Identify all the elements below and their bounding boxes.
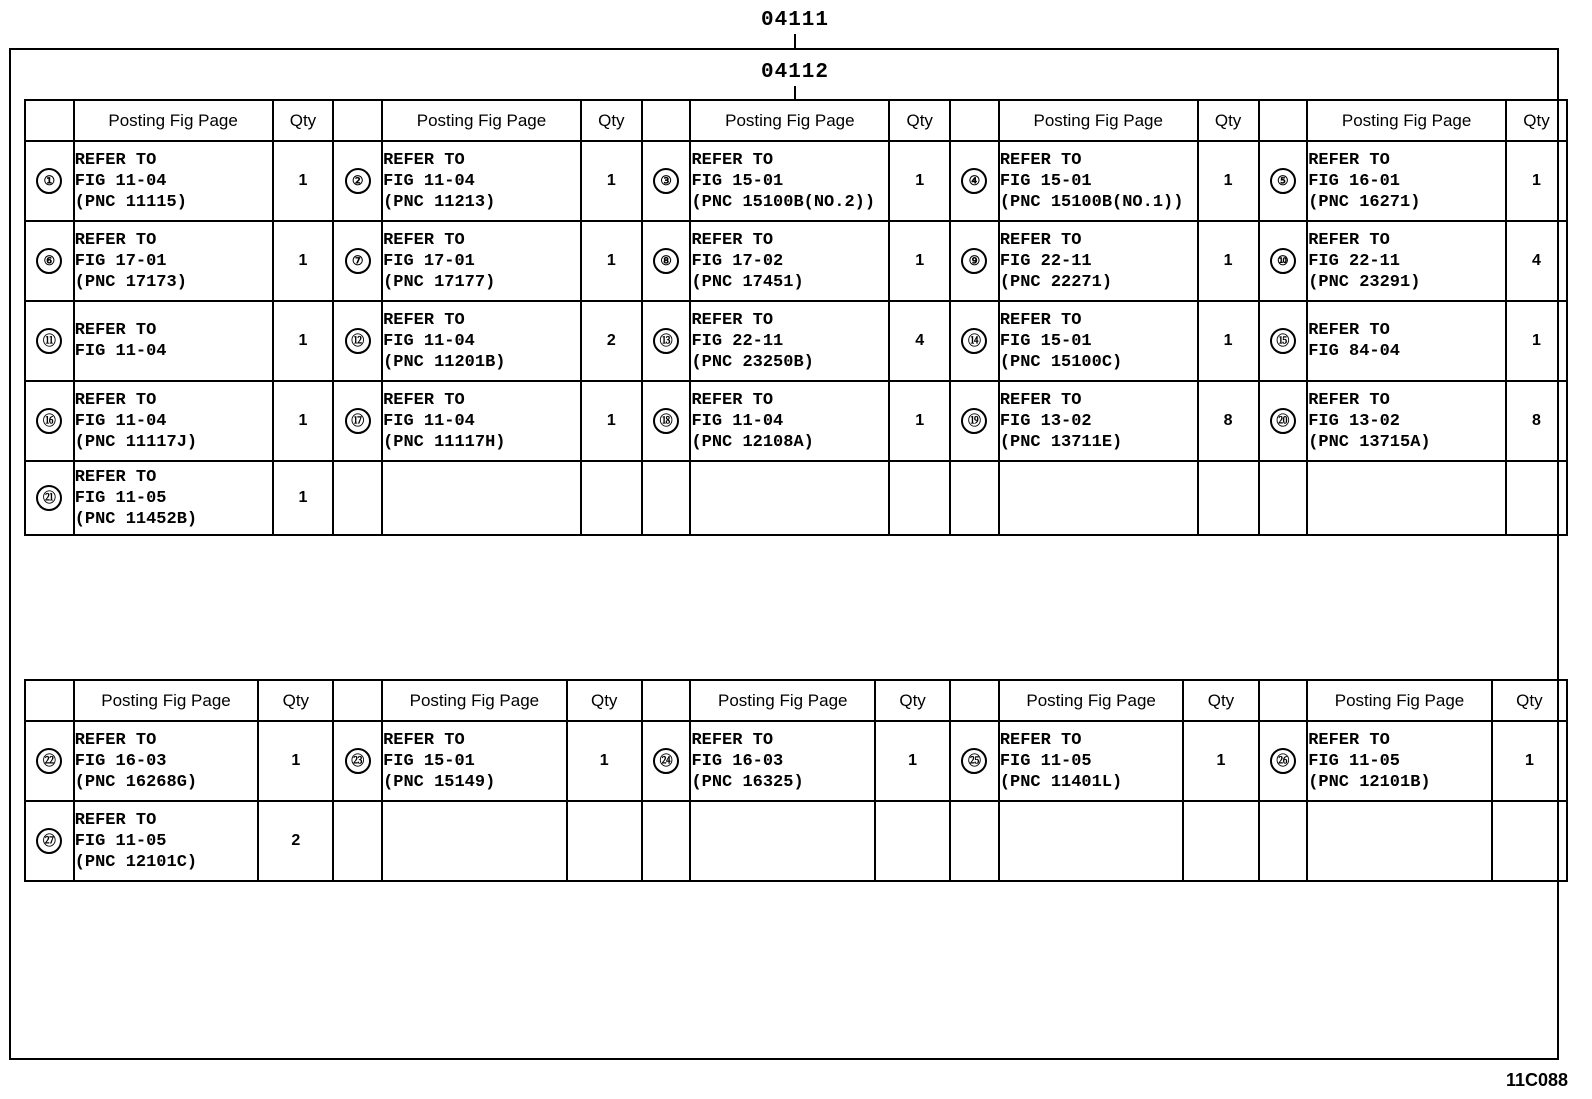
fig-reference-line: FIG 15-01 bbox=[999, 331, 1092, 351]
item-number-cell bbox=[1259, 381, 1308, 461]
fig-reference-line: FIG 15-01 bbox=[691, 171, 784, 191]
fig-reference-line: REFER TO bbox=[383, 730, 465, 750]
table-row bbox=[25, 381, 1567, 461]
qty-cell: 1 bbox=[1506, 141, 1567, 221]
fig-reference-line: REFER TO bbox=[1308, 390, 1390, 410]
item-number: ㉓ bbox=[345, 748, 371, 774]
header-qty-label: Qty bbox=[567, 680, 642, 721]
item-number: ⑨ bbox=[961, 248, 987, 274]
header-num-cell bbox=[642, 680, 691, 721]
item-number-cell bbox=[25, 381, 74, 461]
posting-fig-cell bbox=[1307, 301, 1506, 381]
fig-reference-line: REFER TO bbox=[1308, 150, 1390, 170]
header-qty-label: Qty bbox=[889, 100, 950, 141]
item-number-cell bbox=[333, 801, 382, 881]
item-number-cell bbox=[25, 301, 74, 381]
item-number-cell bbox=[950, 301, 999, 381]
header-fig-label: Posting Fig Page bbox=[999, 680, 1184, 721]
item-number: ⑥ bbox=[36, 248, 62, 274]
item-number-cell bbox=[642, 801, 691, 881]
qty-cell: 1 bbox=[1506, 301, 1567, 381]
item-number-cell bbox=[642, 141, 691, 221]
item-number-cell bbox=[25, 461, 74, 535]
fig-reference-line: (PNC 16271) bbox=[1308, 192, 1421, 212]
item-number-cell bbox=[333, 461, 382, 535]
item-number-cell bbox=[642, 301, 691, 381]
item-number: ㉖ bbox=[1270, 748, 1296, 774]
table-row bbox=[25, 141, 1567, 221]
item-number: ⑬ bbox=[653, 328, 679, 354]
posting-fig-cell bbox=[382, 221, 581, 301]
fig-reference-line: (PNC 17177) bbox=[383, 272, 496, 292]
posting-fig-cell bbox=[1307, 721, 1492, 801]
item-number: ⑳ bbox=[1270, 408, 1296, 434]
item-number-cell bbox=[25, 141, 74, 221]
fig-reference-line: (PNC 23291) bbox=[1308, 272, 1421, 292]
item-number-cell bbox=[333, 381, 382, 461]
posting-fig-cell bbox=[1307, 141, 1506, 221]
fig-reference-line: (PNC 12101C) bbox=[74, 852, 198, 872]
posting-fig-cell bbox=[74, 221, 273, 301]
fig-reference-line: REFER TO bbox=[999, 390, 1082, 410]
header-qty-label: Qty bbox=[581, 100, 642, 141]
fig-reference-line: REFER TO bbox=[383, 310, 465, 330]
fig-reference-line: FIG 22-11 bbox=[999, 251, 1092, 271]
fig-reference-line: FIG 11-04 bbox=[691, 411, 784, 431]
header-qty-label: Qty bbox=[1492, 680, 1567, 721]
item-number: ⑰ bbox=[345, 408, 371, 434]
item-number: ㉑ bbox=[36, 485, 62, 511]
parts-table-lower bbox=[24, 679, 1568, 882]
item-number: ⑱ bbox=[653, 408, 679, 434]
qty-cell: 8 bbox=[1198, 381, 1259, 461]
qty-cell: 1 bbox=[875, 721, 950, 801]
posting-fig-cell bbox=[74, 721, 259, 801]
fig-reference-line: REFER TO bbox=[691, 730, 774, 750]
header-row bbox=[25, 680, 1567, 721]
ref-04111: 04111 bbox=[760, 9, 829, 32]
header-num-cell bbox=[25, 680, 74, 721]
item-number: ④ bbox=[961, 168, 987, 194]
item-number-cell bbox=[333, 221, 382, 301]
header-fig-label: Posting Fig Page bbox=[1307, 100, 1506, 141]
item-number-cell bbox=[1259, 301, 1308, 381]
fig-reference-line: FIG 11-04 bbox=[74, 342, 167, 361]
item-number: ㉔ bbox=[653, 748, 679, 774]
fig-reference-line: REFER TO bbox=[74, 230, 157, 250]
header-num-cell bbox=[333, 100, 382, 141]
item-number-cell bbox=[333, 301, 382, 381]
posting-fig-cell bbox=[74, 801, 259, 881]
fig-reference-line: REFER TO bbox=[74, 467, 157, 487]
fig-reference-line: (PNC 15100B(NO.2)) bbox=[691, 192, 876, 212]
header-num-cell bbox=[950, 100, 999, 141]
fig-reference-line: FIG 11-05 bbox=[74, 488, 167, 508]
qty-cell bbox=[1506, 461, 1567, 535]
ref-04112-leader bbox=[794, 86, 796, 100]
fig-reference-line: REFER TO bbox=[691, 390, 774, 410]
fig-reference-line: (PNC 23250B) bbox=[691, 352, 814, 372]
posting-fig-cell bbox=[1307, 381, 1506, 461]
header-num-cell bbox=[1259, 100, 1308, 141]
qty-cell bbox=[567, 801, 642, 881]
fig-reference-line: REFER TO bbox=[691, 230, 774, 250]
qty-cell bbox=[1492, 801, 1567, 881]
header-num-cell bbox=[25, 100, 74, 141]
fig-reference-line: (PNC 15149) bbox=[383, 772, 496, 792]
qty-cell: 1 bbox=[1183, 721, 1258, 801]
posting-fig-cell bbox=[690, 461, 889, 535]
fig-reference-line: FIG 17-01 bbox=[74, 251, 167, 271]
posting-fig-cell bbox=[382, 721, 567, 801]
posting-fig-cell bbox=[999, 801, 1184, 881]
qty-cell: 2 bbox=[581, 301, 642, 381]
qty-cell: 1 bbox=[581, 381, 642, 461]
item-number: ⑪ bbox=[36, 328, 62, 354]
posting-fig-cell bbox=[382, 301, 581, 381]
qty-cell bbox=[875, 801, 950, 881]
qty-cell: 2 bbox=[258, 801, 333, 881]
parts-table-upper bbox=[24, 99, 1568, 536]
fig-reference-line: FIG 16-01 bbox=[1308, 171, 1401, 191]
fig-reference-line: (PNC 11117J) bbox=[74, 432, 198, 452]
fig-reference-line: FIG 22-11 bbox=[1308, 251, 1401, 271]
fig-reference-line: REFER TO bbox=[1308, 730, 1390, 750]
fig-reference-line: FIG 22-11 bbox=[691, 331, 784, 351]
table-row bbox=[25, 721, 1567, 801]
header-num-cell bbox=[1259, 680, 1308, 721]
item-number: ⑲ bbox=[961, 408, 987, 434]
qty-cell bbox=[1198, 461, 1259, 535]
fig-reference-line: FIG 13-02 bbox=[999, 411, 1092, 431]
fig-reference-line: REFER TO bbox=[383, 150, 465, 170]
posting-fig-cell bbox=[382, 381, 581, 461]
qty-cell: 1 bbox=[273, 381, 334, 461]
posting-fig-cell bbox=[999, 141, 1198, 221]
item-number-cell bbox=[642, 721, 691, 801]
ref-04111-leader bbox=[794, 34, 796, 49]
qty-cell: 1 bbox=[889, 141, 950, 221]
item-number: ⑤ bbox=[1270, 168, 1296, 194]
item-number-cell bbox=[333, 141, 382, 221]
item-number-cell bbox=[1259, 721, 1308, 801]
item-number-cell bbox=[1259, 221, 1308, 301]
qty-cell: 4 bbox=[889, 301, 950, 381]
item-number-cell bbox=[950, 461, 999, 535]
table-row bbox=[25, 301, 1567, 381]
qty-cell: 1 bbox=[889, 381, 950, 461]
qty-cell: 1 bbox=[1198, 301, 1259, 381]
header-fig-label: Posting Fig Page bbox=[74, 680, 259, 721]
item-number-cell bbox=[25, 721, 74, 801]
qty-cell: 1 bbox=[273, 141, 334, 221]
item-number: ㉒ bbox=[36, 748, 62, 774]
fig-reference-line: FIG 11-05 bbox=[74, 831, 167, 851]
posting-fig-cell bbox=[74, 301, 273, 381]
fig-reference-line: (PNC 11401L) bbox=[999, 772, 1123, 792]
fig-reference-line: (PNC 15100B(NO.1)) bbox=[999, 192, 1184, 212]
fig-reference-line: FIG 15-01 bbox=[999, 171, 1092, 191]
posting-fig-cell bbox=[690, 721, 875, 801]
item-number-cell bbox=[950, 721, 999, 801]
posting-fig-cell bbox=[999, 301, 1198, 381]
posting-fig-cell bbox=[690, 221, 889, 301]
fig-reference-line: (PNC 11115) bbox=[74, 192, 187, 212]
fig-reference-line: (PNC 13715A) bbox=[1308, 432, 1431, 452]
posting-fig-cell bbox=[1307, 221, 1506, 301]
header-fig-label: Posting Fig Page bbox=[690, 100, 889, 141]
posting-fig-cell bbox=[690, 301, 889, 381]
qty-cell bbox=[889, 461, 950, 535]
fig-reference-line: REFER TO bbox=[383, 390, 465, 410]
header-row bbox=[25, 100, 1567, 141]
fig-reference-line: FIG 11-04 bbox=[383, 171, 475, 191]
item-number: ③ bbox=[653, 168, 679, 194]
fig-reference-line: (PNC 11117H) bbox=[383, 432, 506, 452]
item-number-cell bbox=[642, 381, 691, 461]
item-number: ㉗ bbox=[36, 828, 62, 854]
fig-reference-line: (PNC 11452B) bbox=[74, 509, 198, 529]
item-number-cell bbox=[642, 461, 691, 535]
fig-reference-line: FIG 17-02 bbox=[691, 251, 784, 271]
header-qty-label: Qty bbox=[1506, 100, 1567, 141]
ref-04112: 04112 bbox=[760, 61, 829, 84]
fig-reference-line: REFER TO bbox=[999, 230, 1082, 250]
item-number: ⑩ bbox=[1270, 248, 1296, 274]
fig-reference-line: (PNC 11213) bbox=[383, 192, 496, 212]
header-fig-label: Posting Fig Page bbox=[74, 100, 273, 141]
qty-cell: 1 bbox=[1198, 141, 1259, 221]
item-number-cell bbox=[1259, 141, 1308, 221]
item-number: ① bbox=[36, 168, 62, 194]
fig-reference-line: FIG 16-03 bbox=[691, 751, 784, 771]
posting-fig-cell bbox=[999, 221, 1198, 301]
fig-reference-line: (PNC 16325) bbox=[691, 772, 804, 792]
fig-reference-line: REFER TO bbox=[691, 150, 774, 170]
posting-fig-cell bbox=[1307, 461, 1506, 535]
header-fig-label: Posting Fig Page bbox=[382, 680, 567, 721]
fig-reference-line: FIG 11-04 bbox=[74, 171, 167, 191]
fig-reference-line: (PNC 22271) bbox=[999, 272, 1113, 292]
table-row bbox=[25, 221, 1567, 301]
posting-fig-cell bbox=[690, 381, 889, 461]
fig-reference-line: REFER TO bbox=[999, 150, 1082, 170]
fig-reference-line: FIG 11-04 bbox=[383, 411, 475, 431]
header-qty-label: Qty bbox=[1198, 100, 1259, 141]
item-number: ② bbox=[345, 168, 371, 194]
item-number: ⑧ bbox=[653, 248, 679, 274]
item-number-cell bbox=[950, 221, 999, 301]
header-qty-label: Qty bbox=[875, 680, 950, 721]
item-number-cell bbox=[950, 141, 999, 221]
header-fig-label: Posting Fig Page bbox=[999, 100, 1198, 141]
fig-reference-line: FIG 11-05 bbox=[999, 751, 1092, 771]
qty-cell: 1 bbox=[567, 721, 642, 801]
qty-cell: 1 bbox=[581, 221, 642, 301]
fig-reference-line: REFER TO bbox=[74, 150, 157, 170]
posting-fig-cell bbox=[690, 801, 875, 881]
header-qty-label: Qty bbox=[1183, 680, 1258, 721]
fig-reference-line: (PNC 12101B) bbox=[1308, 772, 1431, 792]
header-num-cell bbox=[333, 680, 382, 721]
posting-fig-cell bbox=[382, 801, 567, 881]
fig-reference-line: FIG 84-04 bbox=[1308, 342, 1401, 361]
fig-reference-line: REFER TO bbox=[74, 810, 157, 830]
item-number-cell bbox=[25, 801, 74, 881]
item-number-cell bbox=[1259, 801, 1308, 881]
qty-cell: 4 bbox=[1506, 221, 1567, 301]
fig-reference-line: REFER TO bbox=[74, 390, 157, 410]
posting-fig-cell bbox=[999, 381, 1198, 461]
fig-reference-line: REFER TO bbox=[1308, 230, 1390, 250]
header-num-cell bbox=[642, 100, 691, 141]
item-number-cell bbox=[25, 221, 74, 301]
qty-cell: 8 bbox=[1506, 381, 1567, 461]
fig-reference-line: REFER TO bbox=[74, 730, 157, 750]
item-number: ㉕ bbox=[961, 748, 987, 774]
qty-cell: 1 bbox=[258, 721, 333, 801]
posting-fig-cell bbox=[999, 461, 1198, 535]
figure-code: 11C088 bbox=[1506, 1070, 1569, 1090]
item-number-cell bbox=[950, 801, 999, 881]
header-qty-label: Qty bbox=[258, 680, 333, 721]
header-fig-label: Posting Fig Page bbox=[382, 100, 581, 141]
qty-cell: 1 bbox=[273, 301, 334, 381]
fig-reference-line: (PNC 12108A) bbox=[691, 432, 814, 452]
qty-cell: 1 bbox=[889, 221, 950, 301]
header-fig-label: Posting Fig Page bbox=[1307, 680, 1492, 721]
fig-reference-line: FIG 11-04 bbox=[383, 331, 475, 351]
fig-reference-line: (PNC 16268G) bbox=[74, 772, 198, 792]
table-row bbox=[25, 801, 1567, 881]
fig-reference-line: REFER TO bbox=[1308, 321, 1390, 340]
fig-reference-line: (PNC 17451) bbox=[691, 272, 804, 292]
qty-cell: 1 bbox=[273, 461, 334, 535]
qty-cell: 1 bbox=[581, 141, 642, 221]
qty-cell: 1 bbox=[1198, 221, 1259, 301]
fig-reference-line: FIG 11-05 bbox=[1308, 751, 1401, 771]
fig-reference-line: FIG 13-02 bbox=[1308, 411, 1401, 431]
fig-reference-line: REFER TO bbox=[999, 730, 1082, 750]
posting-fig-cell bbox=[382, 141, 581, 221]
item-number: ⑭ bbox=[961, 328, 987, 354]
fig-reference-line: REFER TO bbox=[691, 310, 774, 330]
posting-fig-cell bbox=[74, 381, 273, 461]
fig-reference-line: FIG 16-03 bbox=[74, 751, 167, 771]
fig-reference-line: REFER TO bbox=[383, 230, 465, 250]
posting-fig-cell bbox=[1307, 801, 1492, 881]
item-number: ⑫ bbox=[345, 328, 371, 354]
qty-cell: 1 bbox=[1492, 721, 1567, 801]
fig-reference-line: (PNC 17173) bbox=[74, 272, 187, 292]
fig-reference-line: REFER TO bbox=[999, 310, 1082, 330]
item-number: ⑮ bbox=[1270, 328, 1296, 354]
posting-fig-cell bbox=[999, 721, 1184, 801]
fig-reference-line: FIG 11-04 bbox=[74, 411, 167, 431]
posting-fig-cell bbox=[74, 461, 273, 535]
fig-reference-line: REFER TO bbox=[74, 321, 157, 340]
header-qty-label: Qty bbox=[273, 100, 334, 141]
item-number: ⑯ bbox=[36, 408, 62, 434]
fig-reference-line: (PNC 13711E) bbox=[999, 432, 1123, 452]
posting-fig-cell bbox=[690, 141, 889, 221]
fig-reference-line: FIG 15-01 bbox=[383, 751, 475, 771]
qty-cell: 1 bbox=[273, 221, 334, 301]
qty-cell bbox=[1183, 801, 1258, 881]
item-number-cell bbox=[642, 221, 691, 301]
header-num-cell bbox=[950, 680, 999, 721]
posting-fig-cell bbox=[382, 461, 581, 535]
posting-fig-cell bbox=[74, 141, 273, 221]
item-number: ⑦ bbox=[345, 248, 371, 274]
item-number-cell bbox=[1259, 461, 1308, 535]
fig-reference-line: (PNC 15100C) bbox=[999, 352, 1123, 372]
item-number-cell bbox=[950, 381, 999, 461]
qty-cell bbox=[581, 461, 642, 535]
fig-reference-line: (PNC 11201B) bbox=[383, 352, 506, 372]
header-fig-label: Posting Fig Page bbox=[690, 680, 875, 721]
table-row bbox=[25, 461, 1567, 535]
fig-reference-line: FIG 17-01 bbox=[383, 251, 475, 271]
item-number-cell bbox=[333, 721, 382, 801]
